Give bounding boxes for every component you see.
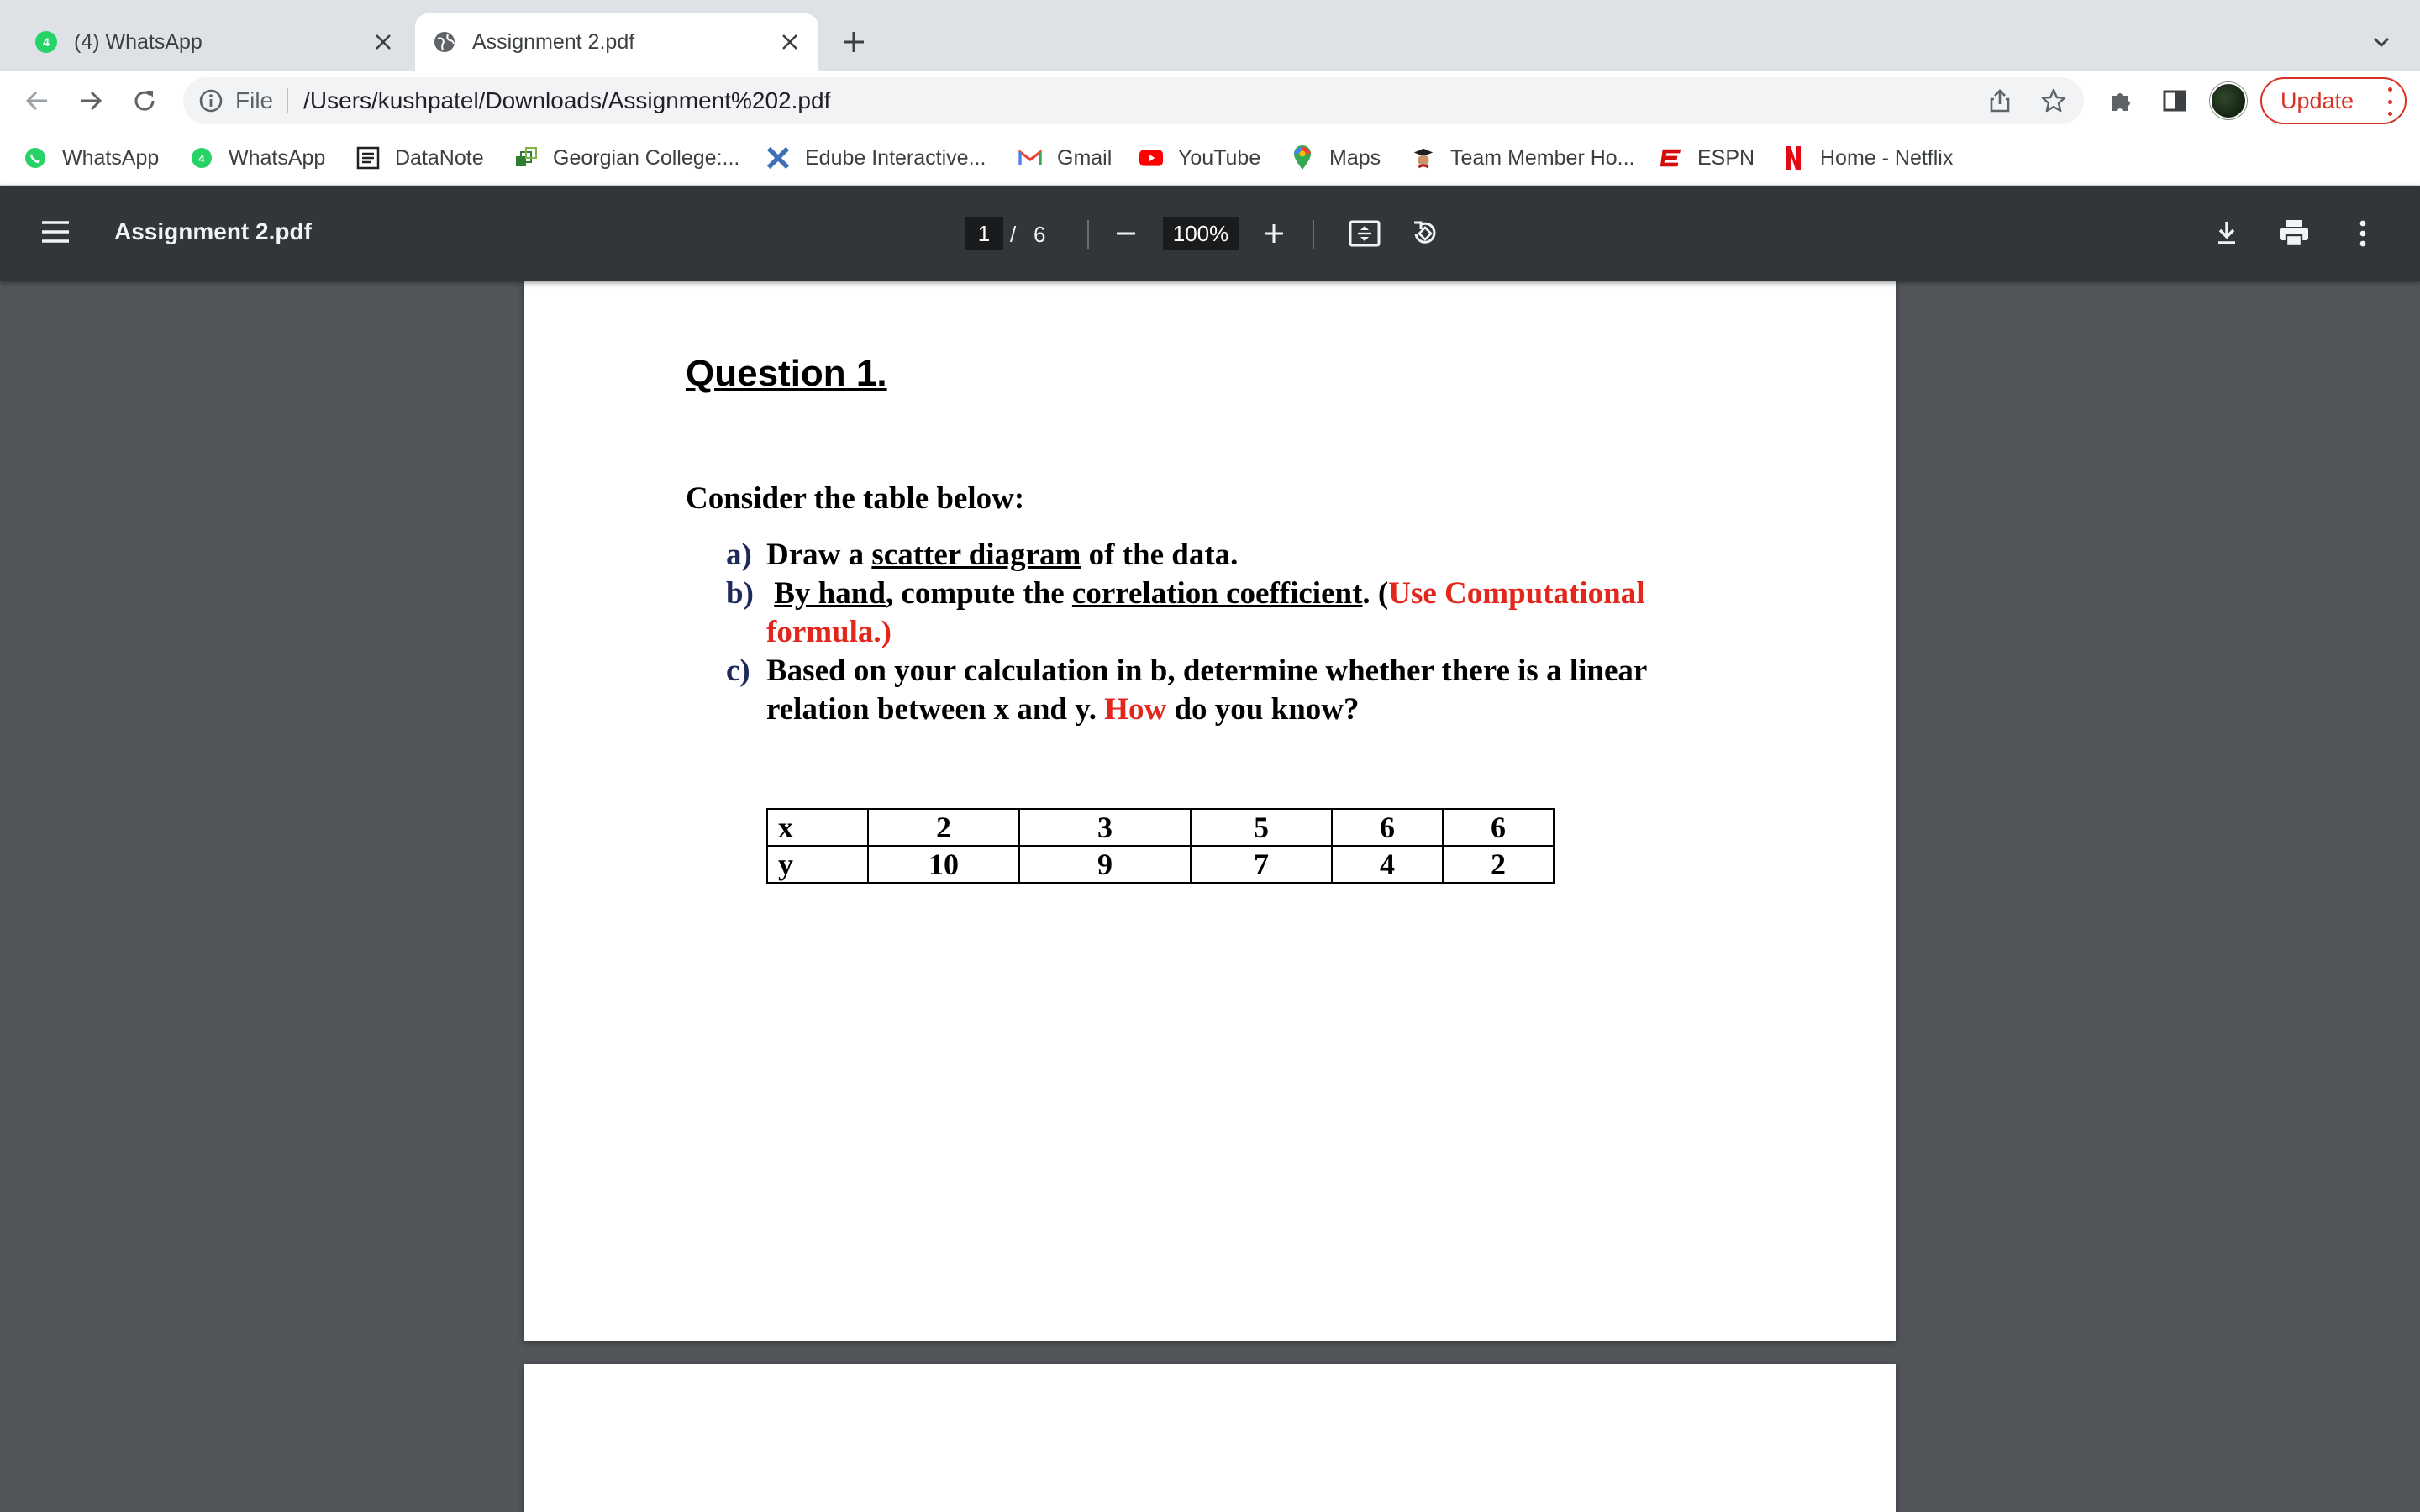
menu-icon[interactable] xyxy=(39,215,76,252)
forward-button[interactable] xyxy=(71,81,111,121)
tab-strip xyxy=(0,0,2420,71)
svg-text:4: 4 xyxy=(43,35,50,49)
more-options-icon[interactable] xyxy=(2343,213,2383,254)
pdf-page-1 xyxy=(524,281,1896,1341)
intro-text: Consider the table below: xyxy=(686,481,1025,516)
question-items xyxy=(726,536,1734,729)
url-text[interactable]: /Users/kushpatel/Downloads/Assignment%202.pdf xyxy=(303,87,831,113)
new-tab-button[interactable] xyxy=(832,20,876,64)
page-separator: / xyxy=(1010,222,1017,247)
fit-to-page-icon[interactable] xyxy=(1344,213,1385,254)
table-cell: 2 xyxy=(1443,846,1554,883)
tab-assignment-pdf[interactable] xyxy=(415,13,818,71)
pdf-page-2 xyxy=(524,1364,1896,1512)
table-cell: x xyxy=(767,809,868,846)
table-cell: 9 xyxy=(1019,846,1191,883)
netflix-icon xyxy=(1781,146,1805,170)
update-label: Update xyxy=(2281,87,2354,113)
svg-text:4: 4 xyxy=(198,152,205,165)
bookmark-maps[interactable]: Maps xyxy=(1291,143,1381,173)
table-cell: 3 xyxy=(1019,809,1191,846)
extensions-puzzle-icon[interactable] xyxy=(2101,81,2141,121)
pdf-viewer-toolbar xyxy=(0,186,2420,281)
table-cell: 6 xyxy=(1332,809,1443,846)
divider xyxy=(1087,220,1089,249)
georgian-icon xyxy=(514,146,538,170)
table-cell: y xyxy=(767,846,868,883)
zoom-out-button[interactable] xyxy=(1106,213,1146,254)
table-cell: 4 xyxy=(1332,846,1443,883)
bookmark-whatsapp-2[interactable]: 4 WhatsApp xyxy=(190,143,325,173)
tab-search-chevron-icon[interactable] xyxy=(2363,24,2400,60)
print-icon[interactable] xyxy=(2274,213,2314,254)
tab-title: (4) WhatsApp xyxy=(74,29,203,54)
bookmark-gmail[interactable]: Gmail xyxy=(1018,143,1112,173)
url-scheme: File xyxy=(235,87,274,113)
bookmark-whatsapp[interactable]: WhatsApp xyxy=(24,143,159,173)
team-member-icon xyxy=(1412,146,1435,170)
tab-whatsapp[interactable] xyxy=(17,13,412,71)
download-icon[interactable] xyxy=(2207,213,2247,254)
whatsapp-icon xyxy=(24,146,47,170)
table-cell: 2 xyxy=(868,809,1019,846)
bookmark-youtube[interactable]: YouTube xyxy=(1139,143,1260,173)
bookmarks-bar xyxy=(0,131,2420,186)
zoom-in-button[interactable] xyxy=(1254,213,1294,254)
info-icon[interactable] xyxy=(198,88,224,113)
rotate-icon[interactable] xyxy=(1405,213,1445,254)
gmail-icon xyxy=(1018,146,1042,170)
tab-title: Assignment 2.pdf xyxy=(472,29,635,54)
bookmark-netflix[interactable]: Home - Netflix xyxy=(1781,143,1953,173)
zoom-level-input[interactable]: 100% xyxy=(1163,217,1239,250)
page-number-input[interactable]: 1 xyxy=(965,217,1003,250)
back-button[interactable] xyxy=(17,81,57,121)
divider xyxy=(287,88,288,113)
close-icon[interactable] xyxy=(773,25,807,59)
datanote-icon xyxy=(356,146,380,170)
update-button[interactable] xyxy=(2260,77,2407,124)
espn-icon xyxy=(1659,146,1682,170)
page-total: 6 xyxy=(1034,222,1046,247)
side-panel-icon[interactable] xyxy=(2154,81,2195,121)
bookmark-edube[interactable]: Edube Interactive... xyxy=(766,143,986,173)
list-item: a) Draw a scatter diagram of the data. xyxy=(726,538,1239,572)
youtube-icon xyxy=(1139,146,1163,170)
maps-icon xyxy=(1291,146,1314,170)
table-cell: 6 xyxy=(1443,809,1554,846)
profile-avatar[interactable] xyxy=(2210,82,2247,119)
reload-button[interactable] xyxy=(124,81,165,121)
bookmark-espn[interactable]: ESPN xyxy=(1659,143,1754,173)
table-row xyxy=(767,809,1554,846)
data-table xyxy=(766,808,1555,884)
list-item: b) By hand, compute the correlation coefficient. (Use Computational formula.) xyxy=(726,576,1645,649)
edube-icon xyxy=(766,146,790,170)
more-vertical-icon xyxy=(2386,87,2393,116)
globe-icon xyxy=(432,29,457,55)
table-cell: 7 xyxy=(1191,846,1332,883)
share-icon[interactable] xyxy=(1980,81,2020,121)
bookmark-star-icon[interactable] xyxy=(2033,81,2074,121)
bookmark-team-member[interactable]: Team Member Ho... xyxy=(1412,143,1635,173)
close-icon[interactable] xyxy=(366,25,400,59)
address-bar[interactable] xyxy=(183,77,2084,124)
list-item: c) Based on your calculation in b, determine whether there is a linear relation between x and y. How do you know? xyxy=(726,654,1647,727)
browser-toolbar xyxy=(0,71,2420,131)
bookmark-georgian-college[interactable]: Georgian College:... xyxy=(514,143,739,173)
table-cell: 10 xyxy=(868,846,1019,883)
table-row xyxy=(767,846,1554,883)
question-title: Question 1. xyxy=(686,353,887,394)
divider xyxy=(1313,220,1314,249)
whatsapp-badge-icon xyxy=(190,146,213,170)
table-cell: 5 xyxy=(1191,809,1332,846)
pdf-title: Assignment 2.pdf xyxy=(114,218,312,244)
bookmark-datanote[interactable]: DataNote xyxy=(356,143,484,173)
whatsapp-icon xyxy=(34,29,59,55)
